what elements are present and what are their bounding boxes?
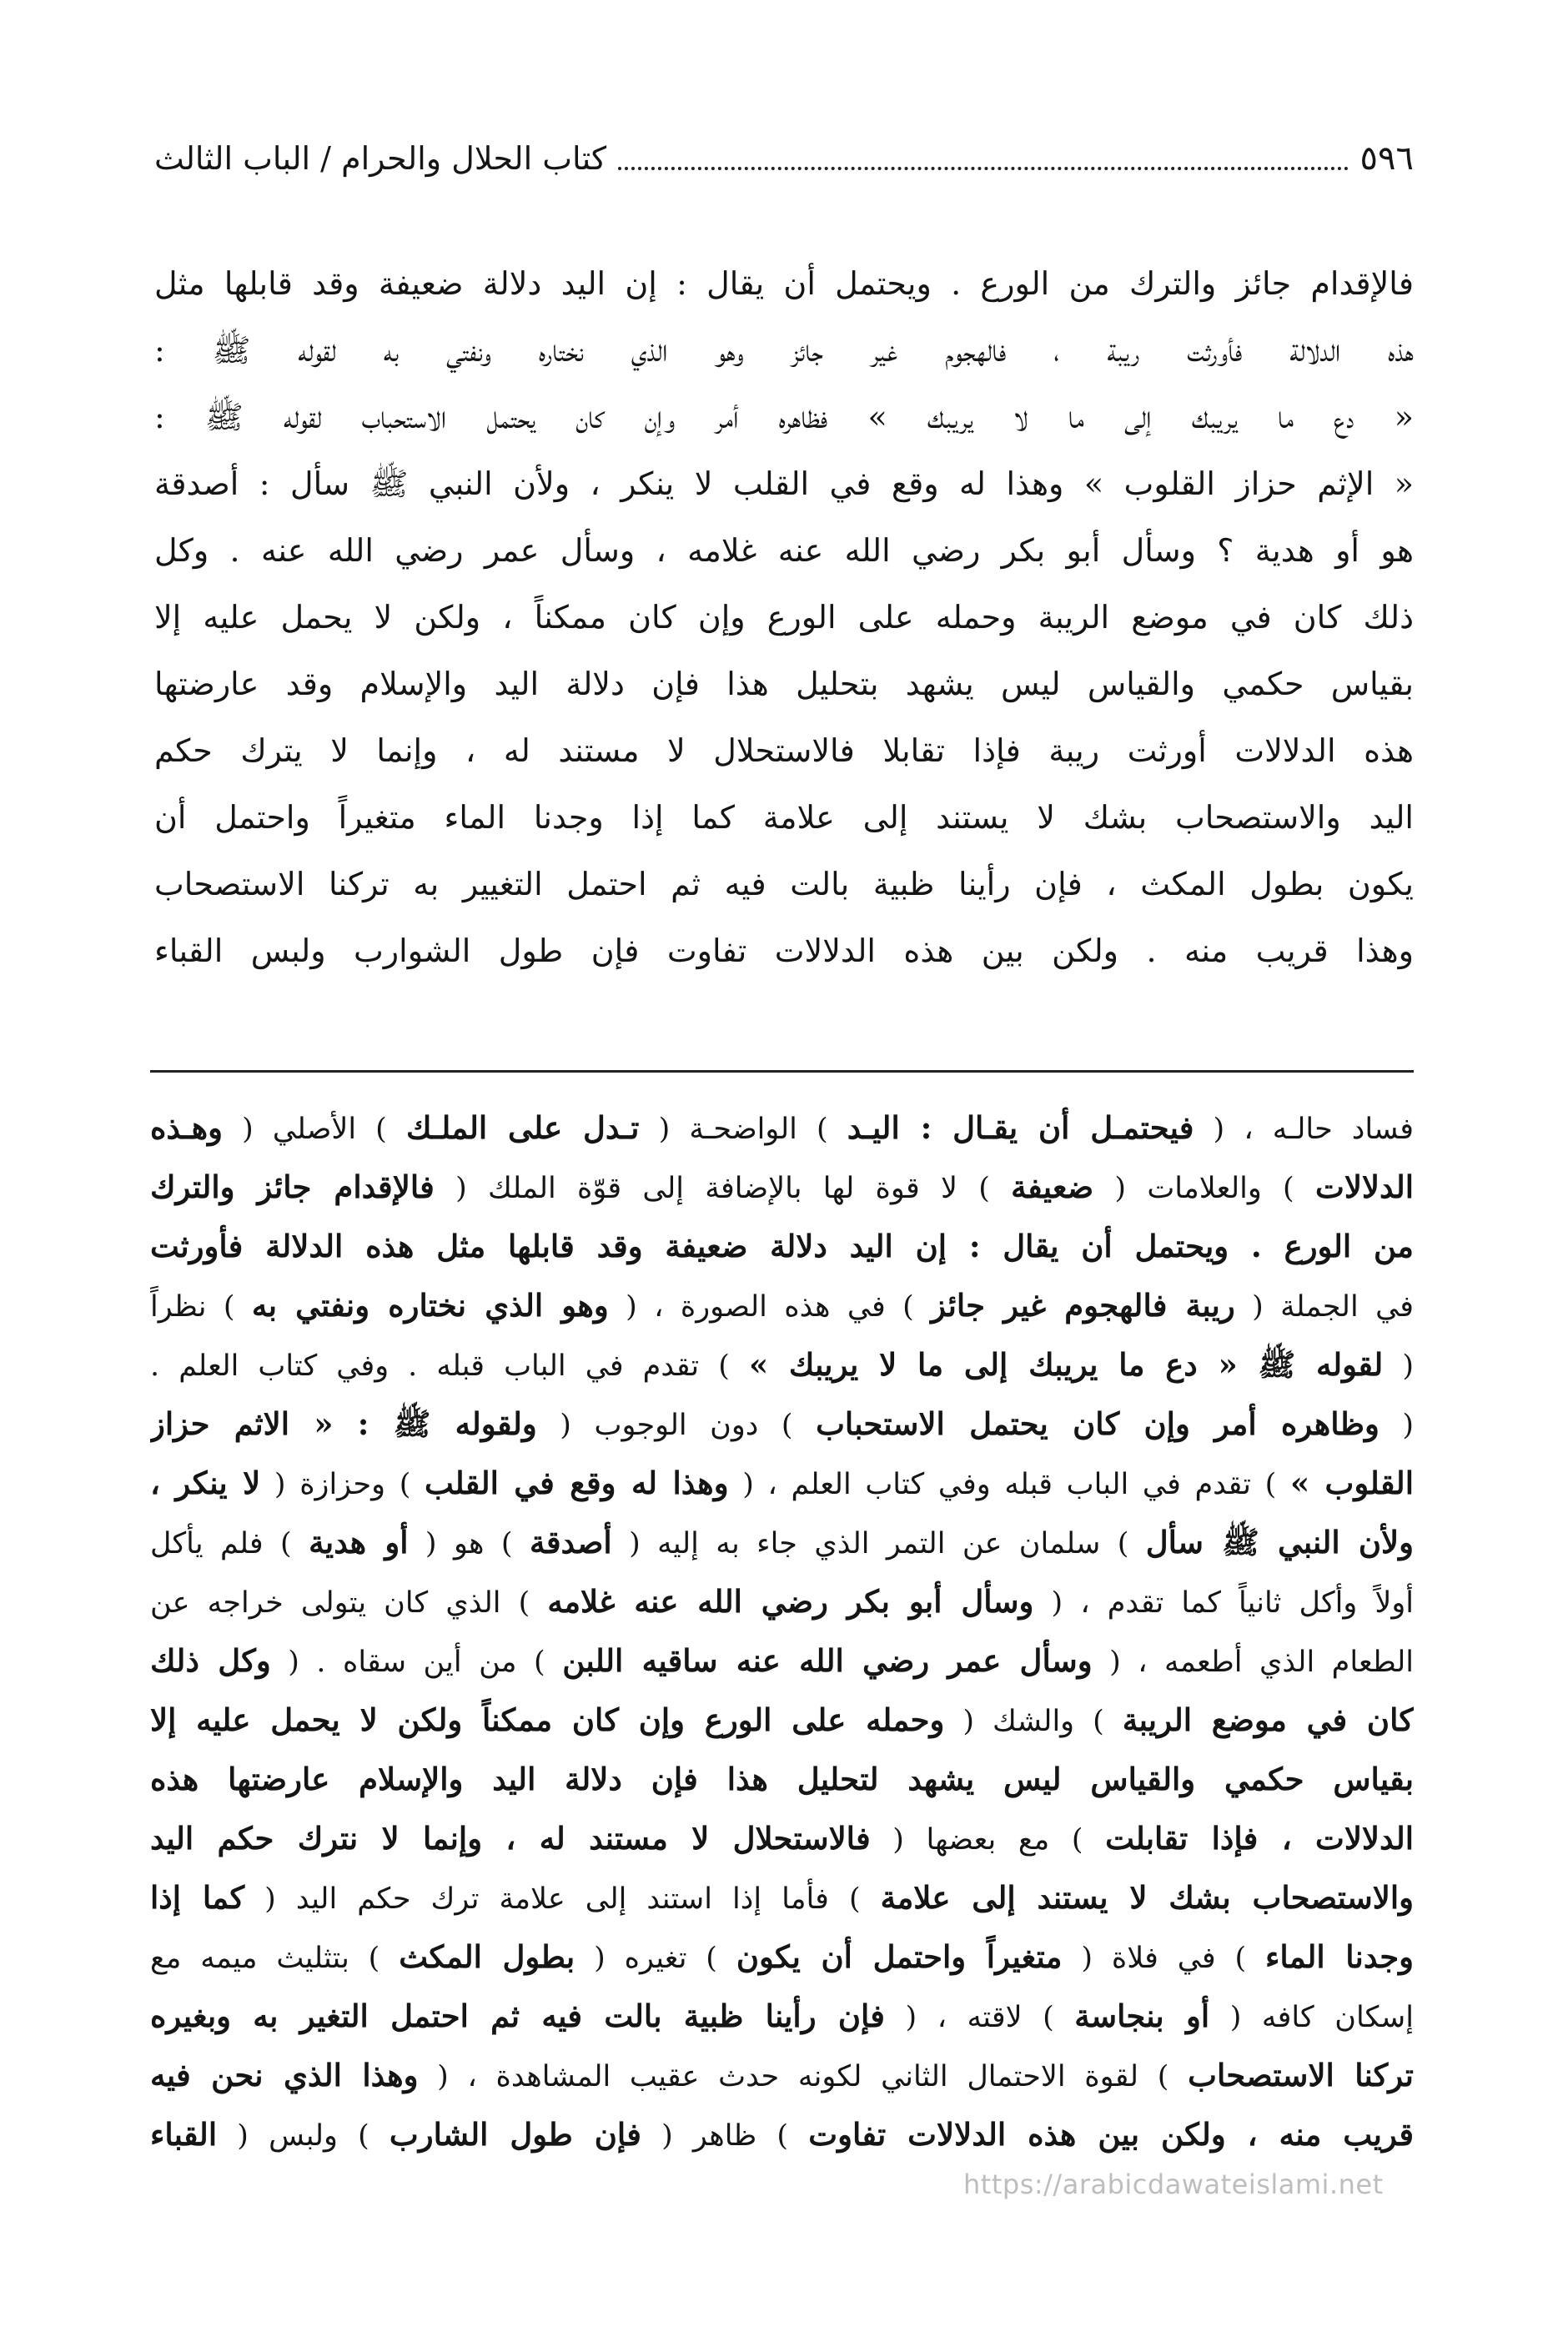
commentary-line — [150, 1455, 1414, 1514]
main-text-line: هو أو هدية ؟ وسأل أبو بكر رضي الله عنه غلامه ، وسأل عمر رضي الله عنه . وكل — [154, 532, 1414, 569]
main-text-line: هذه الدلالة فأورثت ريبة ، فالهجوم غير جائز وهو الذي نختاره ونفتي به لقوله ﷺ : — [154, 332, 1414, 369]
commentary-line — [150, 1277, 1414, 1336]
commentary-segment: ) والشك ( — [944, 1705, 1123, 1738]
commentary-segment: ) وحزازة ( — [260, 1468, 425, 1501]
commentary-segment: ) تغيره ( — [575, 1942, 736, 1975]
main-text — [154, 250, 1414, 984]
quoted-matn: أو هدية — [309, 1524, 409, 1561]
main-text-line: فالإقدام جائز والترك من الورع . ويحتمل أن يقال : إن اليد دلالة ضعيفة وقد قابلها مثل — [154, 265, 1414, 302]
chapter-title: كتاب الحلال والحرام / الباب الثالث — [154, 140, 607, 177]
quoted-matn: فإن طول الشارب — [389, 2116, 641, 2153]
quoted-matn: الدلالات ، فإذا تقابلت — [1105, 1820, 1414, 1857]
running-header — [154, 125, 1414, 192]
quoted-matn: تـدل على الملـك — [405, 1109, 640, 1146]
quoted-matn: فإن رأينا ظبية بالت فيه ثم احتمل التغير به وبغيره — [150, 1998, 885, 2034]
quoted-matn: كما إذا — [150, 1879, 245, 1916]
quoted-matn: وهذا الذي نحن فيه — [150, 2057, 419, 2093]
quoted-matn: من الورع . ويحتمل أن يقال : إن اليد دلالة ضعيفة وقد قابلها مثل هذه الدلالة فأورثت — [150, 1228, 1414, 1264]
commentary-segment: ) لقوة الاحتمال الثاني لكونه حدث عقيب المشاهدة ، ( — [418, 2060, 1189, 2093]
commentary-line — [150, 1751, 1414, 1810]
commentary-segment: ) تقدم في الباب قبله . وفي كتاب العلم . — [150, 1349, 749, 1383]
commentary-line — [150, 1691, 1414, 1751]
quoted-matn: متغيراً واحتمل أن يكون — [736, 1938, 1063, 1975]
quoted-matn: وهو الذي نختاره ونفتي به — [251, 1287, 609, 1324]
quoted-matn: الدلالات — [1315, 1169, 1414, 1205]
quoted-matn: أو بنجاسة — [1074, 1998, 1210, 2034]
quoted-matn: والاستصحاب بشك لا يستند إلى علامة — [880, 1879, 1414, 1916]
quoted-matn: بطول المكث — [399, 1938, 575, 1975]
commentary-text — [150, 1099, 1414, 2165]
commentary-segment: الطعام الذي أطعمه ، ( — [1092, 1646, 1414, 1679]
quoted-matn: لا ينكر ، — [150, 1465, 261, 1501]
commentary-segment: ) نظراً — [150, 1290, 252, 1324]
commentary-segment: ) الذي كان يتولى خراجه عن — [150, 1586, 548, 1620]
quoted-matn: كان في موضع الريبة — [1122, 1701, 1414, 1738]
main-text-line: « دع ما يريبك إلى ما لا يريبك » فظاهره أمر وإن كان يحتمل الاستحباب لقوله ﷺ : — [154, 399, 1414, 435]
commentary-line — [150, 1988, 1414, 2047]
commentary-line — [150, 1395, 1414, 1455]
quoted-matn: قريب منه ، ولكن بين هذه الدلالات تفاوت — [808, 2116, 1414, 2153]
commentary-line — [150, 2047, 1414, 2106]
quoted-matn: وجدنا الماء — [1265, 1938, 1414, 1975]
commentary-line — [150, 1514, 1414, 1573]
page-number: ٥٩٦ — [1359, 139, 1414, 178]
commentary-segment: ) دون الوجوب ( — [536, 1409, 817, 1442]
commentary-segment: أولاً وأكل ثانياً كما تقدم ، ( — [1033, 1586, 1414, 1620]
quoted-matn: تركنا الاستصحاب — [1188, 2057, 1414, 2093]
commentary-segment: ) ظاهر ( — [641, 2119, 809, 2153]
commentary-line — [150, 1336, 1414, 1395]
quoted-matn: القلوب » — [1289, 1465, 1414, 1501]
commentary-segment: في الجملة ( — [1234, 1290, 1414, 1324]
quoted-matn: ولأن النبي ﷺ سأل — [1145, 1524, 1414, 1561]
commentary-segment: ) الأصلي ( — [223, 1113, 406, 1146]
commentary-segment: ) فأما إذا استند إلى علامة ترك حكم اليد ( — [244, 1882, 881, 1916]
commentary-line — [150, 1810, 1414, 1869]
quoted-matn: لقوله ﷺ « دع ما يريبك إلى ما لا يريبك » — [748, 1346, 1384, 1383]
quoted-matn: وهـذه — [150, 1109, 224, 1146]
commentary-segment: ) سلمان عن التمر الذي جاء به إليه ( — [611, 1527, 1146, 1561]
quoted-matn: بقياس حكمي والقياس ليس يشهد لتحليل هذا فإن دلالة اليد والإسلام عارضتها هذه — [150, 1761, 1414, 1797]
commentary-segment: ) في هذه الصورة ، ( — [608, 1290, 932, 1324]
quoted-matn: وكل ذلك — [150, 1642, 271, 1679]
commentary-line — [150, 1218, 1414, 1277]
commentary-segment: ) الواضحـة ( — [639, 1113, 847, 1146]
footnote-separator — [150, 1070, 1414, 1073]
commentary-line — [150, 1099, 1414, 1158]
quoted-matn: ضعيفة — [1011, 1169, 1094, 1205]
commentary-segment: ) في فلاة ( — [1062, 1942, 1266, 1975]
commentary-segment: فساد حالـه ، ( — [1194, 1113, 1414, 1146]
commentary-line — [150, 1573, 1414, 1632]
quoted-matn: القباء — [150, 2116, 218, 2153]
main-text-line: يكون بطول المكث ، فإن رأينا ظبية بالت فيه ثم احتمل التغيير به تركنا الاستصحاب — [154, 866, 1414, 902]
commentary-segment: ( — [1383, 1349, 1414, 1383]
commentary-segment: ) لاقته ، ( — [884, 2001, 1075, 2034]
quoted-matn: أصدقة — [530, 1524, 612, 1561]
quoted-matn: فيحتمـل أن يقـال : اليـد — [847, 1109, 1194, 1146]
commentary-line — [150, 1928, 1414, 1988]
commentary-segment: ) بتثليث ميمه مع — [150, 1942, 400, 1975]
commentary-segment: ) تقدم في الباب قبله وفي كتاب العلم ، ( — [728, 1468, 1290, 1501]
quoted-matn: وسأل أبو بكر رضي الله عنه غلامه — [547, 1583, 1034, 1620]
commentary-segment: ) لا قوة لها بالإضافة إلى قوّة الملك ( — [434, 1172, 1012, 1205]
quoted-matn: فالإقدام جائز والترك — [150, 1169, 435, 1205]
commentary-segment: ) من أين سقاه . ( — [270, 1646, 563, 1679]
quoted-matn: ريبة فالهجوم غير جائز — [931, 1287, 1235, 1324]
commentary-segment: ) فلم يأكل — [150, 1527, 309, 1561]
main-text-line: اليد والاستصحاب بشك لا يستند إلى علامة كما إذا وجدنا الماء متغيراً واحتمل أن — [154, 799, 1414, 836]
quoted-matn: ولقوله ﷺ : « الاثم حزاز — [150, 1405, 537, 1442]
commentary-line — [150, 1869, 1414, 1928]
commentary-segment: ) والعلامات ( — [1093, 1172, 1315, 1205]
commentary-segment: ) مع بعضها ( — [870, 1823, 1106, 1857]
quoted-matn: وهذا له وقع في القلب — [425, 1465, 729, 1501]
header-dot-leader — [618, 167, 1348, 170]
quoted-matn: فالاستحلال لا مستند له ، وإنما لا نترك حكم اليد — [150, 1820, 871, 1857]
main-text-line: « الإثم حزاز القلوب » وهذا له وقع في القلب لا ينكر ، ولأن النبي ﷺ سأل : أصدقة — [154, 465, 1414, 502]
commentary-line — [150, 1632, 1414, 1691]
main-text-line: وهذا قريب منه . ولكن بين هذه الدلالات تفاوت فإن طول الشوارب ولبس القباء — [154, 932, 1414, 969]
watermark-url: https://arabicdawateislami.net — [963, 2169, 1384, 2200]
main-text-line: هذه الدلالات أورثت ريبة فإذا تقابلا فالاستحلال لا مستند له ، وإنما لا يترك حكم — [154, 732, 1414, 769]
commentary-segment: إسكان كافه ( — [1209, 2001, 1414, 2034]
commentary-segment: ) هو ( — [408, 1527, 530, 1561]
commentary-line — [150, 1158, 1414, 1218]
main-text-line: ذلك كان في موضع الريبة وحمله على الورع وإن كان ممكناً ، ولكن لا يحمل عليه إلا — [154, 599, 1414, 636]
commentary-segment: ) ولبس ( — [217, 2119, 389, 2153]
commentary-line — [150, 2106, 1414, 2165]
quoted-matn: وسأل عمر رضي الله عنه ساقيه اللبن — [562, 1642, 1093, 1679]
quoted-matn: وظاهره أمر وإن كان يحتمل الاستحباب — [816, 1405, 1380, 1442]
quoted-matn: وحمله على الورع وإن كان ممكناً ولكن لا يحمل عليه إلا — [150, 1701, 945, 1738]
main-text-line: بقياس حكمي والقياس ليس يشهد بتحليل هذا فإن دلالة اليد والإسلام وقد عارضتها — [154, 666, 1414, 702]
commentary-segment: ( — [1379, 1409, 1414, 1442]
